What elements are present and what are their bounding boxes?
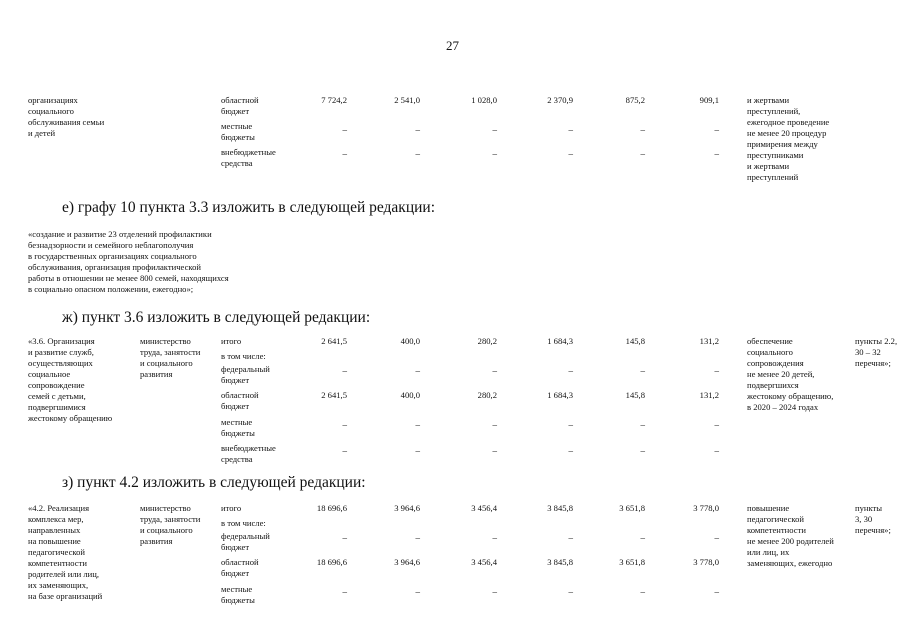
block2-executor-text: министерство труда, занятости и социального развития xyxy=(140,336,201,379)
block2-extrabudget-dash-3: – xyxy=(492,446,497,456)
block1-local-dash-6: – xyxy=(714,125,719,135)
block3-federal-dash-5: – xyxy=(640,533,645,543)
block1-regional-value-5: 875,2 xyxy=(625,95,645,105)
block3-federal-dash-6: – xyxy=(714,533,719,543)
block3-federal-dash-1: – xyxy=(342,533,347,543)
block3-total-value-1: 18 696,6 xyxy=(316,503,347,513)
block3-total-value-5: 3 651,8 xyxy=(619,503,645,513)
block3-total-value-4: 3 845,8 xyxy=(547,503,573,513)
block3-reference-text: пункты 3, 30 перечня»; xyxy=(855,503,891,535)
block1-extrabudget-dash-1: – xyxy=(342,149,347,159)
block2-extrabudget-dash-1: – xyxy=(342,446,347,456)
block2-total-value-1: 2 641,5 xyxy=(321,336,347,346)
block2-federal-dash-3: – xyxy=(492,366,497,376)
block1-local-dash-2: – xyxy=(415,125,420,135)
block2-total-value-5: 145,8 xyxy=(625,336,645,346)
block2-extrabudget-dash-4: – xyxy=(568,446,573,456)
block3-regional-value-1: 18 696,6 xyxy=(316,557,347,567)
block2-local-dash-1: – xyxy=(342,420,347,430)
block1-local-dash-3: – xyxy=(492,125,497,135)
block3-total-value-6: 3 778,0 xyxy=(693,503,719,513)
block2-federal-dash-1: – xyxy=(342,366,347,376)
block3-result-text: повышение педагогической компетентности не менее 200 родителей или лиц, их заменяющих, ежегодно xyxy=(747,503,834,568)
block3-source-local: местные бюджеты xyxy=(221,584,255,605)
block3-source-total: итого xyxy=(221,503,242,513)
block3-regional-value-4: 3 845,8 xyxy=(547,557,573,567)
block2-source-regional: областной бюджет xyxy=(221,390,259,411)
block1-extrabudget-dash-3: – xyxy=(492,149,497,159)
block2-reference-text: пункты 2.2, 30 – 32 перечня»; xyxy=(855,336,898,368)
block1-regional-value-4: 2 370,9 xyxy=(547,95,573,105)
block3-local-dash-1: – xyxy=(342,587,347,597)
block3-regional-value-6: 3 778,0 xyxy=(693,557,719,567)
block1-program-text: организациях социального обслуживания семьи и детей xyxy=(28,95,105,138)
block1-result-text: и жертвами преступлений, ежегодное проведение не менее 20 процедур примирения между преступниками и жертвами преступлений xyxy=(747,95,830,182)
block2-local-dash-6: – xyxy=(714,420,719,430)
block1-regional-value-6: 909,1 xyxy=(699,95,719,105)
block1-local-dash-1: – xyxy=(342,125,347,135)
block2-regional-value-3: 280,2 xyxy=(477,390,497,400)
block1-local-dash-5: – xyxy=(640,125,645,135)
block3-source-regional: областной бюджет xyxy=(221,557,259,578)
block2-regional-value-1: 2 641,5 xyxy=(321,390,347,400)
heading-z: з) пункт 4.2 изложить в следующей редакции: xyxy=(62,474,366,491)
block2-extrabudget-dash-2: – xyxy=(415,446,420,456)
block2-extrabudget-dash-6: – xyxy=(714,446,719,456)
block1-regional-value-1: 7 724,2 xyxy=(321,95,347,105)
block2-result-text: обеспечение социального сопровождения не менее 20 детей, подвергшихся жестокому обращению, в 2020 – 2024 годах xyxy=(747,336,834,412)
block1-extrabudget-dash-2: – xyxy=(415,149,420,159)
block2-local-dash-3: – xyxy=(492,420,497,430)
block3-local-dash-4: – xyxy=(568,587,573,597)
block1-source-regional: областной бюджет xyxy=(221,95,259,116)
block2-local-dash-5: – xyxy=(640,420,645,430)
block3-executor-text: министерство труда, занятости и социального развития xyxy=(140,503,201,546)
page-number: 27 xyxy=(446,38,459,53)
block2-total-value-2: 400,0 xyxy=(400,336,420,346)
block1-extrabudget-dash-6: – xyxy=(714,149,719,159)
block1-local-dash-4: – xyxy=(568,125,573,135)
heading-e: е) графу 10 пункта 3.3 изложить в следующей редакции: xyxy=(62,199,436,216)
block2-total-value-6: 131,2 xyxy=(699,336,719,346)
block3-program-text: «4.2. Реализация комплекса мер, направленных на повышение педагогической компетентности родителей или лиц, их заменяющих, на базе организаций xyxy=(28,503,103,601)
block3-regional-value-5: 3 651,8 xyxy=(619,557,645,567)
block2-total-value-4: 1 684,3 xyxy=(547,336,573,346)
block3-local-dash-2: – xyxy=(415,587,420,597)
block2-program-text: «3.6. Организация и развитие служб, осуществляющих социальное сопровождение семей с детьми, подвергшимися жестокому обращению xyxy=(28,336,113,423)
block2-source-local: местные бюджеты xyxy=(221,417,255,438)
block3-regional-value-3: 3 456,4 xyxy=(471,557,497,567)
block2-local-dash-4: – xyxy=(568,420,573,430)
block1-extrabudget-dash-5: – xyxy=(640,149,645,159)
block2-source-federal: федеральный бюджет xyxy=(221,364,270,385)
block2-federal-dash-5: – xyxy=(640,366,645,376)
block1-extrabudget-dash-4: – xyxy=(568,149,573,159)
block3-local-dash-3: – xyxy=(492,587,497,597)
block3-source-incl: в том числе: xyxy=(221,518,266,528)
block1-regional-value-2: 2 541,0 xyxy=(394,95,420,105)
block2-source-total: итого xyxy=(221,336,242,346)
block2-total-value-3: 280,2 xyxy=(477,336,497,346)
block1-regional-value-3: 1 028,0 xyxy=(471,95,497,105)
block3-total-value-3: 3 456,4 xyxy=(471,503,497,513)
block3-federal-dash-4: – xyxy=(568,533,573,543)
block2-regional-value-2: 400,0 xyxy=(400,390,420,400)
block3-federal-dash-2: – xyxy=(415,533,420,543)
block3-federal-dash-3: – xyxy=(492,533,497,543)
block3-local-dash-5: – xyxy=(640,587,645,597)
block3-local-dash-6: – xyxy=(714,587,719,597)
heading-zh: ж) пункт 3.6 изложить в следующей редакции: xyxy=(62,309,371,326)
block2-source-extrabudget: внебюджетные средства xyxy=(221,443,276,464)
block2-extrabudget-dash-5: – xyxy=(640,446,645,456)
block1-source-extrabudget: внебюджетные средства xyxy=(221,147,276,168)
block3-regional-value-2: 3 964,6 xyxy=(394,557,420,567)
block3-source-federal: федеральный бюджет xyxy=(221,531,270,552)
block2-regional-value-6: 131,2 xyxy=(699,390,719,400)
block2-federal-dash-4: – xyxy=(568,366,573,376)
block2-regional-value-4: 1 684,3 xyxy=(547,390,573,400)
block2-federal-dash-6: – xyxy=(714,366,719,376)
block1-source-local: местные бюджеты xyxy=(221,121,255,142)
block3-total-value-2: 3 964,6 xyxy=(394,503,420,513)
quote-e: «создание и развитие 23 отделений профилактики безнадзорности и семейного неблагополучия в государственных организациях социального обслуживания, организация профилактической работы в отношении не менее 800 семей, находящихся в социально опасном положении, ежегодно»; xyxy=(28,229,229,294)
block2-source-incl: в том числе: xyxy=(221,351,266,361)
block2-local-dash-2: – xyxy=(415,420,420,430)
block2-regional-value-5: 145,8 xyxy=(625,390,645,400)
block2-federal-dash-2: – xyxy=(415,366,420,376)
